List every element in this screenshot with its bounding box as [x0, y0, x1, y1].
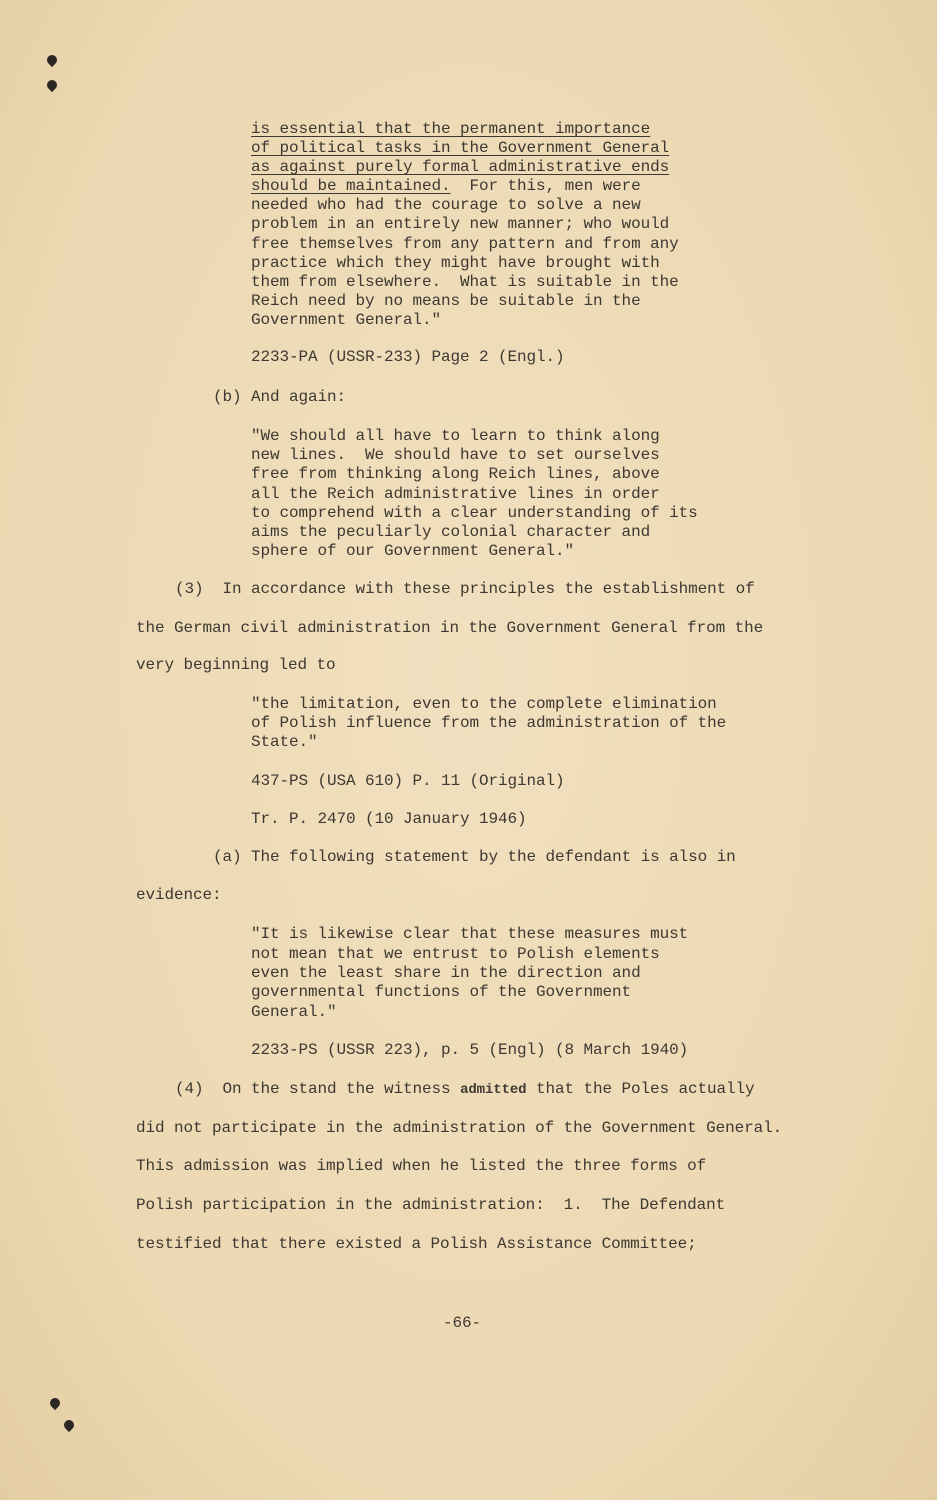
- quote-line: not mean that we entrust to Polish elements: [251, 945, 660, 963]
- quote-line: free from thinking along Reich lines, above: [251, 465, 660, 483]
- quote-line: even the least share in the direction and: [251, 964, 641, 982]
- page-number: -66-: [443, 1314, 482, 1332]
- paragraph-3-line: the German civil administration in the Government General from the: [136, 619, 764, 637]
- quote-line: to comprehend with a clear understanding of its: [251, 504, 698, 522]
- paragraph-4-line: did not participate in the administration of the Government General.: [136, 1119, 783, 1137]
- quote-line: Reich need by no means be suitable in the: [251, 292, 641, 310]
- quote-line: all the Reich administrative lines in order: [251, 485, 660, 503]
- quote-line: [251, 176, 641, 196]
- paragraph-text: that the Poles actually: [526, 1080, 755, 1098]
- paragraph-a-line: (a) The following statement by the defendant is also in: [213, 848, 736, 866]
- quote-text: For this, men were: [450, 177, 641, 195]
- punch-hole-mark: [48, 1396, 62, 1410]
- paragraph-4-line: testified that there existed a Polish Assistance Committee;: [136, 1235, 697, 1253]
- quote-line: is essential that the permanent importance: [251, 120, 651, 138]
- citation: 2233-PS (USSR 223), p. 5 (Engl) (8 March 1940): [251, 1041, 689, 1059]
- citation: Tr. P. 2470 (10 January 1946): [251, 810, 527, 828]
- quote-line: Government General.": [251, 311, 442, 329]
- punch-hole-mark: [45, 53, 59, 67]
- quote-line: free themselves from any pattern and from any: [251, 235, 679, 253]
- quote-line: needed who had the courage to solve a new: [251, 196, 641, 214]
- quote-line: "the limitation, even to the complete elimination: [251, 695, 717, 713]
- quote-line: as against purely formal administrative ends: [251, 158, 670, 176]
- quote-line: of Polish influence from the administration of the: [251, 714, 727, 732]
- quote-line: practice which they might have brought with: [251, 254, 660, 272]
- paragraph-3-line: very beginning led to: [136, 656, 336, 674]
- quote-line: State.": [251, 733, 318, 751]
- paragraph-3-line: (3) In accordance with these principles the establishment of: [175, 580, 755, 598]
- quote-line: "It is likewise clear that these measures must: [251, 925, 689, 943]
- paragraph-a-line: evidence:: [136, 886, 222, 904]
- quote-line: governmental functions of the Government: [251, 983, 632, 1001]
- paragraph-4-line: [175, 1079, 755, 1100]
- quote-line: aims the peculiarly colonial character and: [251, 523, 651, 541]
- quote-line: new lines. We should have to set ourselves: [251, 446, 660, 464]
- paragraph-4-line: This admission was implied when he listed the three forms of: [136, 1157, 707, 1175]
- quote-line: sphere of our Government General.": [251, 542, 575, 560]
- quote-line: of political tasks in the Government General: [251, 139, 670, 157]
- punch-hole-mark: [62, 1418, 76, 1432]
- citation: 2233-PA (USSR-233) Page 2 (Engl.): [251, 348, 565, 366]
- paragraph-b: (b) And again:: [213, 388, 347, 406]
- punch-hole-mark: [45, 78, 59, 92]
- quote-line: them from elsewhere. What is suitable in the: [251, 273, 679, 291]
- citation: 437-PS (USA 610) P. 11 (Original): [251, 772, 565, 790]
- bold-word: admitted: [460, 1082, 527, 1098]
- quote-line: General.": [251, 1003, 337, 1021]
- paragraph-text: (4) On the stand the witness: [175, 1080, 461, 1098]
- quote-line: "We should all have to learn to think along: [251, 427, 660, 445]
- paragraph-4-line: Polish participation in the administration: 1. The Defendant: [136, 1196, 726, 1214]
- underlined-text: should be maintained.: [251, 177, 451, 195]
- quote-line: problem in an entirely new manner; who would: [251, 215, 670, 233]
